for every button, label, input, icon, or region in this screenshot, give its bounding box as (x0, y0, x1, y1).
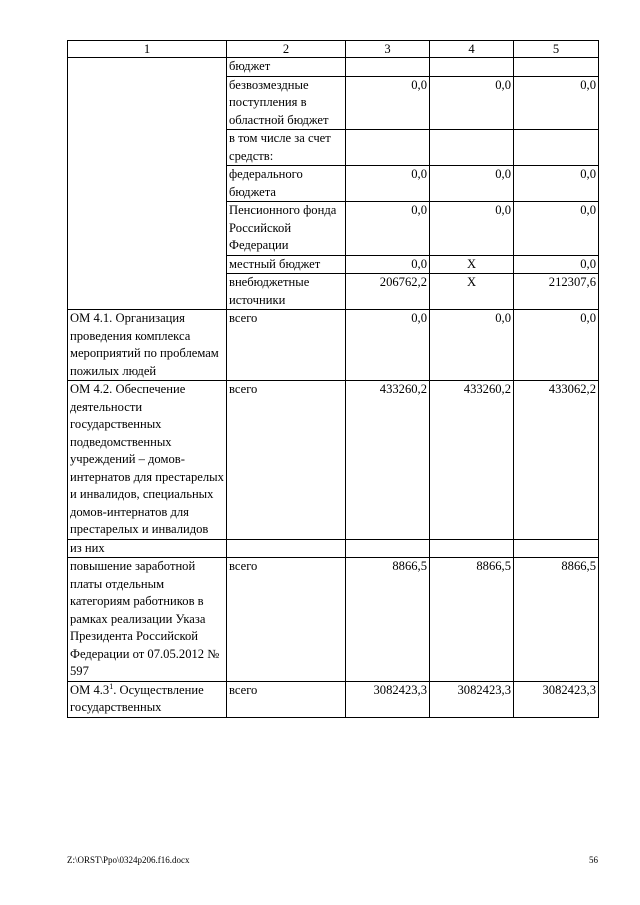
table-row (68, 310, 599, 381)
table-cell: 8866,5 (514, 558, 599, 682)
table-cell: 0,0 (430, 76, 514, 130)
table-cell: 8866,5 (346, 558, 430, 682)
table-cell: 0,0 (430, 202, 514, 256)
header-cell: 5 (514, 41, 599, 58)
table-cell: Х (430, 255, 514, 274)
footnote-marker: 1 (109, 681, 114, 691)
table-cell: 433062,2 (514, 381, 599, 540)
header-cell: 1 (68, 41, 227, 58)
table-row (68, 381, 599, 540)
table-cell: 0,0 (346, 255, 430, 274)
table-cell: местный бюджет (227, 255, 346, 274)
budget-table (67, 40, 599, 718)
table-cell: ОМ 4.2. Обеспечение деятельности государственных подведомственных учреждений – домов-интернатов для престарелых и инвалидов, специальных домов-интернатов для престарелых и инвалидов (68, 381, 227, 540)
table-cell (514, 539, 599, 558)
table-cell: федерального бюджета (227, 166, 346, 202)
table-row (68, 58, 599, 77)
om-label: ОМ 4.3 (70, 682, 110, 697)
table-row (68, 539, 599, 558)
table-cell: безвозмездные поступления в областной бюджет (227, 76, 346, 130)
table-cell: 433260,2 (346, 381, 430, 540)
table-cell (68, 681, 227, 717)
table-cell (346, 58, 430, 77)
table-cell (514, 130, 599, 166)
table-cell: в том числе за счет средств: (227, 130, 346, 166)
table-cell: всего (227, 681, 346, 717)
table-cell: 0,0 (430, 166, 514, 202)
table-cell: 0,0 (514, 310, 599, 381)
table-cell: Х (430, 274, 514, 310)
table-cell (227, 539, 346, 558)
table-header-row (68, 41, 599, 58)
page-number: 56 (589, 855, 598, 865)
file-path: Z:\ORST\Ppo\0324p206.f16.docx (67, 855, 190, 865)
table-cell: 0,0 (430, 310, 514, 381)
om-label-rest: . Осуществление государственных (70, 682, 204, 714)
table-cell: Пенсионного фонда Российской Федерации (227, 202, 346, 256)
table-cell: 0,0 (346, 202, 430, 256)
header-cell: 4 (430, 41, 514, 58)
table-cell: всего (227, 558, 346, 682)
table-cell: внебюджетные источники (227, 274, 346, 310)
table-cell: 0,0 (346, 166, 430, 202)
table-cell: из них (68, 539, 227, 558)
table-cell: 0,0 (346, 76, 430, 130)
table-cell: 0,0 (514, 255, 599, 274)
table-cell: 3082423,3 (514, 681, 599, 717)
table-cell: 3082423,3 (346, 681, 430, 717)
table-cell: 3082423,3 (430, 681, 514, 717)
table-cell (430, 130, 514, 166)
table-cell (68, 58, 227, 310)
table-cell: 8866,5 (430, 558, 514, 682)
table-row (68, 681, 599, 717)
table-cell: всего (227, 381, 346, 540)
table-cell (346, 130, 430, 166)
header-cell: 3 (346, 41, 430, 58)
header-cell: 2 (227, 41, 346, 58)
table-cell: 206762,2 (346, 274, 430, 310)
table-cell (346, 539, 430, 558)
table-cell: 433260,2 (430, 381, 514, 540)
table-row (68, 558, 599, 682)
table-cell: 0,0 (346, 310, 430, 381)
table-cell: 212307,6 (514, 274, 599, 310)
table-cell: 0,0 (514, 166, 599, 202)
table-cell (514, 58, 599, 77)
table-cell (430, 58, 514, 77)
table-cell (430, 539, 514, 558)
table-cell: всего (227, 310, 346, 381)
table-cell: бюджет (227, 58, 346, 77)
table-cell: 0,0 (514, 76, 599, 130)
table-cell: 0,0 (514, 202, 599, 256)
table-cell: повышение заработной платы отдельным категориям работников в рамках реализации Указа Президента Российской Федерации от 07.05.2012 № 597 (68, 558, 227, 682)
table-cell: ОМ 4.1. Организация проведения комплекса мероприятий по проблемам пожилых людей (68, 310, 227, 381)
